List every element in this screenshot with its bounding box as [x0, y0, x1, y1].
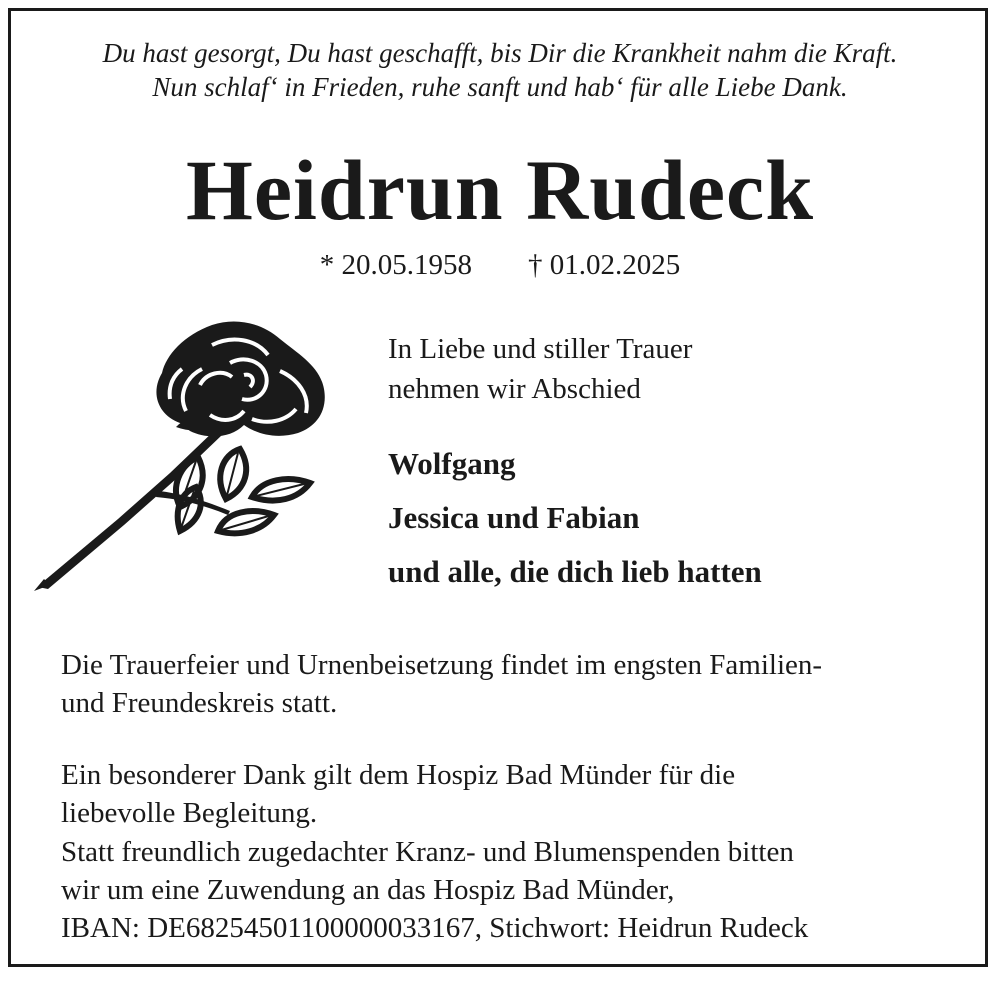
death-date: † 01.02.2025 [528, 249, 681, 281]
mourner-1: Wolfgang [388, 446, 516, 481]
motto-line-2: Nun schlaf‘ in Frieden, ruhe sanft und hab‘ für alle Liebe Dank. [152, 72, 848, 102]
thanks-line-2: liebevolle Begleitung. [61, 797, 318, 829]
motto-line-1: Du hast gesorgt, Du hast geschafft, bis Dir die Krankheit nahm die Kraft. [102, 38, 898, 68]
rose-icon [30, 315, 330, 600]
deceased-name: Heidrun Rudeck [185, 142, 815, 238]
thanks-line-3: Statt freundlich zugedachter Kranz- und Blumenspenden bitten [61, 836, 794, 868]
farewell-line-1: In Liebe und stiller Trauer [388, 333, 693, 365]
iban-line: IBAN: DE68254501100000033167, Stichwort: Heidrun Rudeck [61, 912, 809, 944]
ceremony-line-1: Die Trauerfeier und Urnenbeisetzung findet im engsten Familien- [61, 649, 823, 681]
thanks-line-4: wir um eine Zuwendung an das Hospiz Bad Münder, [61, 874, 675, 906]
birth-date: * 20.05.1958 [319, 249, 472, 281]
mourner-2: Jessica und Fabian [388, 500, 640, 535]
thanks-line-1: Ein besonderer Dank gilt dem Hospiz Bad Münder für die [61, 759, 736, 791]
farewell-line-2: nehmen wir Abschied [388, 373, 641, 405]
life-dates [0, 248, 1000, 282]
mourner-3: und alle, die dich lieb hatten [388, 554, 762, 589]
ceremony-line-2: und Freundeskreis statt. [61, 687, 338, 719]
